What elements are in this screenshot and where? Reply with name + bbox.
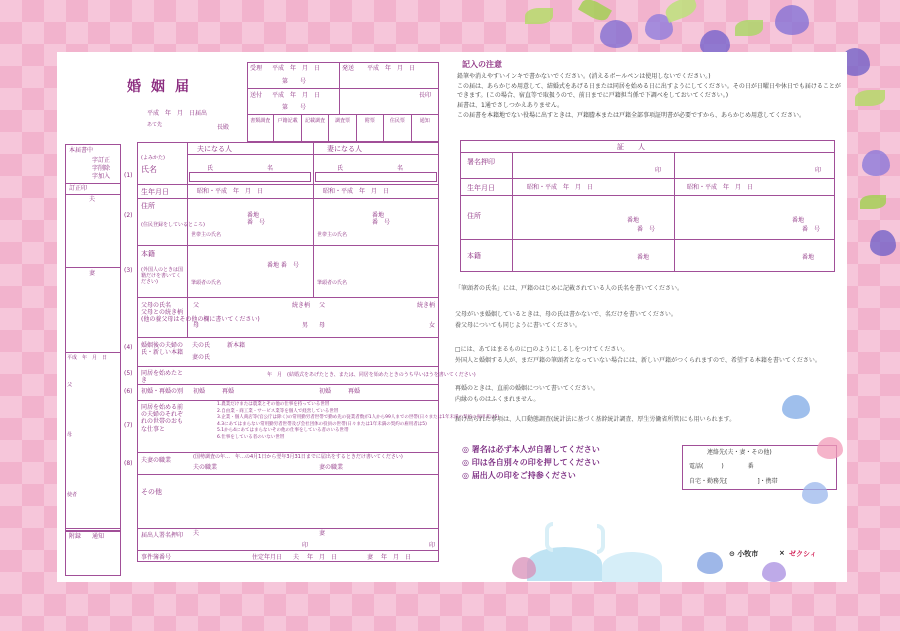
- left-small-messenger: 使者: [67, 492, 78, 498]
- job-category-item[interactable]: 1.農業だけまたは農業とその他の仕事を持っている世帯: [217, 402, 330, 407]
- witness2-honseki-banchi: 番地: [802, 254, 815, 261]
- husband-hittousha: 筆頭者の氏名: [191, 280, 222, 286]
- new-honseki-label: 婚姻後の夫婦の氏・新しい本籍: [141, 342, 184, 357]
- left-col-add: 字加入: [92, 173, 111, 180]
- parents-label: 父母の氏名 父母との続き柄 (他の養父母はその他の欄に書いてください): [141, 302, 260, 324]
- wife-surname: 氏: [337, 165, 344, 172]
- wife-seal: 印: [429, 542, 436, 549]
- send-number: 第 号: [282, 104, 307, 111]
- brand-logo: ゼクシィ: [789, 550, 817, 558]
- honseki-note: (外国人のときは国籍だけを書いてください): [141, 267, 183, 285]
- husband-occupation[interactable]: 夫の職業: [193, 464, 218, 471]
- witness2-ban: 番 号: [802, 226, 821, 233]
- occupation-note: (国勢調査の年… 年…の4月1日から翌年3月31日までに届出をするときだけ書いてください): [193, 454, 403, 460]
- witness1-honseki-banchi: 番地: [637, 254, 650, 261]
- witness1-banchi: 番地: [627, 217, 640, 224]
- husband-surname: 氏: [207, 165, 214, 172]
- wife-hittousha: 筆頭者の氏名: [317, 280, 348, 286]
- left-col-title: 本届書中: [69, 147, 94, 154]
- wife-relation: 続き柄: [417, 302, 436, 309]
- wife-givenname: 名: [397, 165, 404, 172]
- notice-line: この届書を本籍地でない役場に出すときは、戸籍謄本または戸籍全部事項証明書が必要ですから、あらかじめ用意してください。: [457, 112, 806, 119]
- cohabit-label: 同居を始めたとき: [141, 370, 184, 385]
- mayor-label: 長殿: [217, 124, 230, 131]
- new-honseki-field[interactable]: 新本籍: [227, 342, 246, 349]
- accept-date: 平成 年 月 日: [272, 65, 321, 72]
- witness-dob-label: 生年月日: [467, 184, 495, 192]
- wife-occupation[interactable]: 妻の職業: [319, 464, 344, 471]
- wife-banchi: 番地 番 号: [372, 212, 391, 227]
- left-col-correct: 字訂正: [92, 157, 111, 164]
- stamp-cell: 書類調査: [247, 115, 274, 142]
- honseki-label: 本籍: [141, 250, 155, 258]
- res-date-wife-value[interactable]: 年 月 日: [381, 554, 412, 561]
- dob-label: 生年月日: [141, 188, 169, 196]
- res-date-wife: 妻: [367, 554, 374, 561]
- husband-name-field[interactable]: [189, 172, 311, 182]
- occupation-label: 夫妻の職業: [141, 457, 172, 464]
- wife-remarriage[interactable]: 再婚: [348, 388, 361, 395]
- address-note: (住民登録をしているところ): [141, 222, 205, 228]
- other-label: その他: [141, 488, 162, 496]
- bullet-bring-seal: ◎ 届出人の印をご持参ください: [462, 471, 576, 480]
- accept-number: 第 号: [282, 78, 307, 85]
- furigana-label: (よみかた): [141, 155, 165, 161]
- husband-header: 夫になる人: [197, 145, 232, 153]
- wife-signature[interactable]: 妻: [319, 530, 326, 537]
- husband-dob[interactable]: 昭和・平成 年 月 日: [197, 188, 264, 195]
- son-label: 男: [302, 322, 309, 329]
- contact-phone[interactable]: 電話( ) 番: [689, 463, 754, 470]
- witness-sign-label: 署名押印: [467, 158, 495, 166]
- notice-title: 記入の注意: [462, 60, 502, 69]
- contact-title: 連絡先(夫・妻・その他): [707, 449, 772, 456]
- marriage-count-label: 初婚・再婚の別: [141, 388, 184, 395]
- bullet-self-sign: ◎ 署名は必ず本人が自署してください: [462, 445, 600, 454]
- witness1-ban: 番 号: [637, 226, 656, 233]
- chief-seal: 長印: [419, 92, 432, 99]
- note-statistics: 届け出られた事項は、人口動態調査(統計法に基づく基幹統計調査、厚生労働省所管)にも用いられます。: [455, 416, 736, 423]
- witness2-banchi: 番地: [792, 217, 805, 224]
- residence-date-label: 住定年月日: [252, 554, 283, 561]
- date-note: あて先: [147, 122, 163, 128]
- wife-dob[interactable]: 昭和・平成 年 月 日: [323, 188, 390, 195]
- send-label-2: 送付: [250, 92, 263, 99]
- accept-label: 受理: [250, 65, 263, 72]
- left-col-delete: 字削除: [92, 165, 111, 172]
- left-small-mother: 母: [67, 432, 73, 438]
- contact-home-work-mobile[interactable]: 自宅・勤務先[ ]・携帯: [689, 478, 778, 485]
- send-date-2: 平成 年 月 日: [272, 92, 321, 99]
- stamp-cell: 通知: [412, 115, 439, 142]
- wife-father: 父: [319, 302, 326, 309]
- job-category-item[interactable]: 4.3にあてはまらない常用勤労者世帯及び会社団体の役員の世帯(日々または1年未満の契約の雇用者は5): [217, 421, 427, 427]
- husband-seal: 印: [302, 542, 309, 549]
- address-label: 住所: [141, 202, 155, 210]
- stamp-cell: 住民票: [384, 115, 411, 142]
- stamp-cell: 戸籍記載: [274, 115, 301, 142]
- job-category-item[interactable]: 2.自由業・商工業・サービス業等を個人で経営している世帯: [217, 408, 339, 414]
- husband-father: 父: [193, 302, 200, 309]
- husband-relation: 続き柄: [292, 302, 311, 309]
- city-logo: ⊝ 小牧市: [729, 550, 759, 558]
- husband-signature[interactable]: 夫: [193, 530, 200, 537]
- send-label: 発送: [342, 65, 355, 72]
- wife-mother: 母: [319, 322, 326, 329]
- note-checkbox: □には、あてはまるものに□のようにしるしをつけてください。 外国人と婚姻する人が、まだ戸籍の筆頭者となっていない場合には、新しい戸籍がつくられますので、希望する本籍を書いてください。: [455, 346, 821, 364]
- left-col-seal: 訂正印: [69, 185, 88, 192]
- marriage-registration-form: 婚姻届 平成 年 月 日届出 あて先 長殿 受理 平成 年 月 日 発送 平成 年 月 日 第 号 送付 平成 年 月 日 長印 第 号 書類調査 戸籍記載 記載調査 調査票 附票 住民票 通知 本届書中 字訂正 字削除 字加入 訂正印 夫 妻 平成 年 月 日 父 母 使者 附録 通知 夫になる人 妻になる人 (よみかた) 氏名 氏 名 氏 名 生年月日 昭和・平成 年 月 日 昭和・平成 年 月 日 住所 (住民登録をしているところ) 番地 番 号 番地 番 号 世帯主の氏名 世帯主の氏名 本籍 (外国人のときは国籍だけを書いてください) 番地 番 号 筆頭者の氏名 筆頭者の氏名 父母の氏名 父母との続き柄 (他の養父母はその他の欄に書いてください) 父 続き柄 父 続き柄 母 男 母 女 婚姻後の夫婦の氏・新しい本籍 夫の氏 妻の氏 新本籍 同居を始めたとき 年 月 (結婚式をあげたとき、または、同居を始めたときのうち早いほうを書いてください) 初婚・再婚の別 初婚 再婚 初婚 再婚 同居を始める前の夫婦のそれぞれの世帯のおもな仕事と 1.農業だけまたは農業とその他の仕事を持っている世帯 2.自由業・商工業・サービス業等を個人で経営している世帯 3.企業・個人商店等(官公庁は除く)の常用勤労者世帯で勤め先の従業者数が1人から99人までの世帯(日々または1年未満の契約の雇用者は5) 4.3にあてはまらない常用勤労者世帯及び会社団体の役員の世帯(日々または1年未満の契約の雇用者は5) 5.1から4にあてはまらないその他の仕事をしている者のいる世帯 6.仕事をしている者のいない世帯 夫妻の職業 (国勢調査の年… 年…の4月1日から翌年3月31日までに届出をするときだけ書いてください) 夫の職業 妻の職業 その他 届出人署名押印 夫 印 妻 印 事件簿番号 住定年月日 夫 年 月 日 妻 年 月 日 (1) (2) (3) (4) (5) (6) (7) (8) 記入の注意 鉛筆や消えやすいインキで書かないでください。(消えるボールペンは使用しないでください。) この届は、あらかじめ用意して、結婚式をあげる日または同居を始める日に出すようにしてください。その日が日曜日や休日でも届けることができます。(この場合、宿直等で取扱うので、前日までに戸籍担当係で下調べをしておいてください。) 届書は、1通でさしつかえありません。 この届書を本籍地でない役場に出すときは、戸籍謄本または戸籍全部事項証明書が必要ですから、あらかじめ用意してください。 証 人 署名押印 印 印 生年月日 昭和・平成 年 月 日 昭和・平成 年 月 日 住所 番地 番 号 番地 番 号 本籍 番地 番地 「筆頭者の氏名」には、戸籍のはじめに記載されている人の氏名を書いてください。 父母がいま婚姻しているときは、母の氏は書かないで、名だけを書いてください。 養父母についても同じように書いてください。 □には、あてはまるものに□のようにしるしをつけてください。 外国人と婚姻する人が、まだ戸籍の筆頭者となっていない場合には、新しい戸籍がつくられますので、希望する本籍を書いてください。 再婚のときは、直前の婚姻について書いてください。 内縁のものはふくまれません。 届け出られた事項は、人口動態調査(統計法に基づく基幹統計調査、厚生労働省所管)にも用いられます。 ◎ 署名は必ず本人が自署してください ◎ 印は各自別々の印を押してください ◎ 届出人の印をご持参ください 連絡先(夫・妻・その他) 電話( ) 番 自宅・勤務先[ ]・携帯 ⊝ 小牧市 × ゼクシィ: [57, 52, 847, 582]
- witness2-seal: 印: [815, 167, 822, 174]
- notice-line: 鉛筆や消えやすいインキで書かないでください。(消えるボールペンは使用しないでください。): [457, 73, 711, 80]
- witness2-dob[interactable]: 昭和・平成 年 月 日: [687, 184, 754, 191]
- name-label: 氏名: [141, 165, 157, 174]
- stamp-cell: 調査票: [329, 115, 356, 142]
- notice-line: 届書は、1通でさしつかえありません。: [457, 102, 564, 109]
- note-parents: 父母がいま婚姻しているときは、母の氏は書かないで、名だけを書いてください。 養父母についても同じように書いてください。: [455, 311, 677, 329]
- note-hittousha: 「筆頭者の氏名」には、戸籍のはじめに記載されている人の氏名を書いてください。: [455, 285, 684, 292]
- left-col-wife: 妻: [89, 270, 96, 277]
- notice-label: 通知: [92, 533, 105, 540]
- job-category-item[interactable]: 3.企業・個人商店等(官公庁は除く)の常用勤労者世帯で勤め先の従業者数が1人から99人までの世帯(日々または1年未満の契約の雇用者は5): [217, 415, 500, 421]
- wife-name-field[interactable]: [315, 172, 437, 182]
- husband-first-marriage[interactable]: 初婚: [193, 388, 206, 395]
- cohabit-date[interactable]: 年 月 (結婚式をあげたとき、または、同居を始めたときのうち早いほうを書いてください): [267, 372, 476, 378]
- witness1-dob[interactable]: 昭和・平成 年 月 日: [527, 184, 594, 191]
- husband-head-name: 世帯主の氏名: [191, 232, 222, 238]
- left-col-husband: 夫: [89, 196, 96, 203]
- daughter-label: 女: [429, 322, 436, 329]
- filing-date: 平成 年 月 日届出: [147, 110, 208, 117]
- husband-remarriage[interactable]: 再婚: [222, 388, 235, 395]
- witness-title: 証 人: [617, 143, 645, 151]
- witness-address-label: 住所: [467, 212, 481, 220]
- notice-line: この届は、あらかじめ用意して、結婚式をあげる日または同居を始める日に出すようにしてください。その日が日曜日や休日でも届けることができます。(この場合、宿直等で取扱うので、前日までに戸籍担当係で下調べをしておいてください。): [457, 83, 841, 99]
- wife-surname-checkbox[interactable]: 妻の氏: [192, 354, 211, 361]
- collab-x: ×: [779, 549, 785, 557]
- job-category-item[interactable]: 6.仕事をしている者のいない世帯: [217, 434, 285, 440]
- husband-honseki-banchi: 番地 番 号: [267, 262, 299, 269]
- wife-head-name: 世帯主の氏名: [317, 232, 348, 238]
- job-category-list: [217, 402, 500, 441]
- left-small-father: 父: [67, 382, 73, 388]
- note-remarriage: 再婚のときは、直前の婚姻について書いてください。 内縁のものはふくまれません。: [455, 385, 599, 403]
- case-number-label: 事件簿番号: [141, 554, 172, 561]
- form-title: 婚姻届: [127, 79, 199, 95]
- notice-lines: [457, 72, 842, 121]
- res-date-husband: 夫: [293, 554, 300, 561]
- witness1-seal: 印: [655, 167, 662, 174]
- household-label: 同居を始める前の夫婦のそれぞれの世帯のおもな仕事と: [141, 404, 184, 433]
- stamp-cell: 記載調査: [302, 115, 329, 142]
- left-small-date: 平成 年 月 日: [67, 355, 108, 361]
- husband-banchi: 番地 番 号: [247, 212, 266, 227]
- attachment-label: 附録: [69, 533, 82, 540]
- signer-label: 届出人署名押印: [141, 532, 184, 539]
- stamp-row: [247, 115, 439, 142]
- wife-header: 妻になる人: [327, 145, 362, 153]
- res-date-husband-value[interactable]: 年 月 日: [307, 554, 338, 561]
- witness-honseki-label: 本籍: [467, 252, 481, 260]
- stamp-cell: 附票: [357, 115, 384, 142]
- job-category-item[interactable]: 5.1から4にあてはまらないその他の仕事をしている者のいる世帯: [217, 428, 349, 434]
- husband-givenname: 名: [267, 165, 274, 172]
- husband-mother: 母: [193, 322, 200, 329]
- send-date: 平成 年 月 日: [367, 65, 416, 72]
- husband-surname-checkbox[interactable]: 夫の氏: [192, 342, 211, 349]
- wife-first-marriage[interactable]: 初婚: [319, 388, 332, 395]
- witness-box: [460, 140, 835, 272]
- bullet-separate-seals: ◎ 印は各自別々の印を押してください: [462, 458, 600, 467]
